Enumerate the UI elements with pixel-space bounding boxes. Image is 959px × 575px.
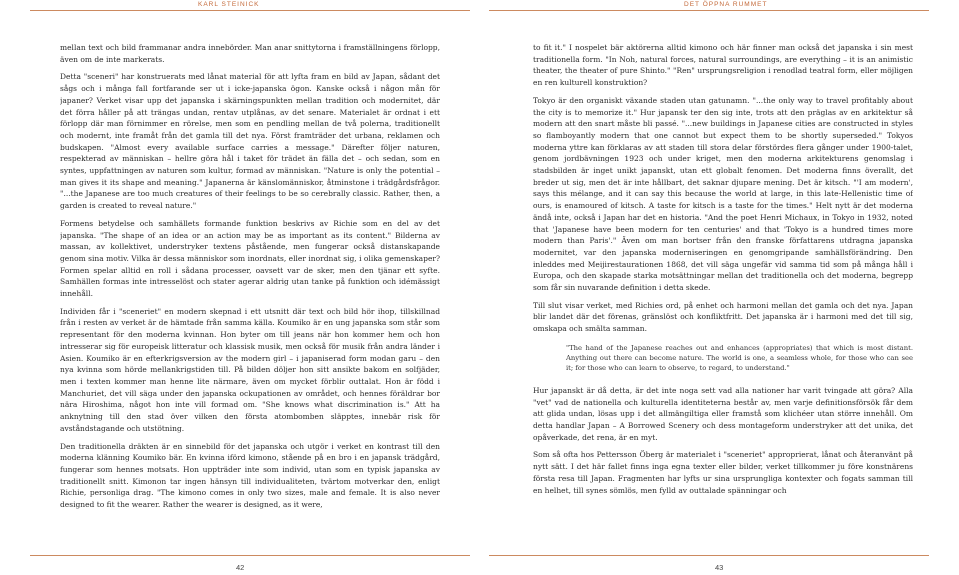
running-header [0, 0, 959, 9]
paragraph: Individen får i "sceneriet" en modern skepnad i ett utsnitt där text och bild hör ihop, tillskillnad från i resten av verket är de hämtade från samma källa. Koumiko är en ung japanska som står som representant för den moderna kvinnan. Hon byter om till jeans när hon kommer hem och hon intresserar sig för europeisk litteratur och klassisk musik, men också för musik från andra länder i Asien. Koumiko är en efterkrigsversion av the modern girl – i japaniserad form modan garu – den nya kvinna som hörde mellankrigstiden till. På bilden döljer hon sitt ansikte bakom en solfjäder, men i texten kommer man henne lite närmare, även om mycket förblir outtalat. Hon är född i Manchuriet, det vill säga under den japanska ockupationen av området, och hennes föräldrar bor nära Hiroshima, något hon inte vill formad om. "She knows what discrimination is." Att ha anknytning till den stad över vilken den första atombomben släpptes, innebär risk för avståndstagande och utstötning. [60, 306, 440, 433]
paragraph: Hur japanskt är då detta, är det inte noga sett vad alla nationer har varit tvingade att göra? Alla "vet" vad de nationella och kulturella identiteterna består av, men varje definitionsförsök får dem att glida undan, lösas upp i det allmängiltiga eller framstå som klichéer utan större innehåll. Om detta handlar Japan – A Borrowed Scenery och dess montageform understryker att det unika, det opåverkade, det rena, är en myt. [533, 385, 913, 442]
block-quote: "The hand of the Japanese reaches out and enhances (appropriates) that which is most distant. Anything out there can become nature. The world is one, a seamless whole, for those who can see it; for those who can learn to observe, to regard, to understand." [566, 343, 913, 372]
page-number-left: 42 [236, 563, 245, 572]
paragraph: mellan text och bild frammanar andra innebörder. Man anar snittytorna i framställningens förlopp, även om de inte markerats. [60, 43, 440, 64]
header-author: KARL STEINICK [198, 1, 260, 8]
paragraph: Detta "sceneri" har konstruerats med lånat material för att lyfta fram en bild av Japan, sådant det sågs och i många fall fortfarande ser ut i icke-japanska ögon. Kanske också i någon mån för japaner? Verket visar upp det japanska i skärningspunkten mellan tradition och modernitet, där det förra håller på att trängas undan, rentav utplånas, av det senare. Materialet är ordnat i ett förlopp där man förnimmer en rörelse, men som en pendling mellan de två polerna, traditionellt och modernt, inte framåt från det gamla till det nya. Först framträder det urbana, reklamen och budskapen. "Almost every available surface carries a message." Därefter följer naturen, respekterad av människan – hellre göra hål i taket för trädet än fälla det – och sedan, som en syntes, uppfattningen av naturen som kultur, formad av människan. "Nature is only the potential – man gives it its shape and meaning." Japanerna är känslomänniskor, åtminstone i trädgårdsfrågor. "...the Japanese are too much creatures of their feelings to be so cerebrally classic. Rather, then, a garden is created to reveal nature." [60, 72, 440, 211]
page-number-right: 43 [715, 563, 724, 572]
footer-rule-left [30, 555, 470, 556]
header-rule-left [30, 10, 470, 11]
paragraph: to fit it." I nospelet bär aktörerna alltid kimono och här finner man också det japanska i sin mest traditionella form. "In Noh, natural forces, natural surroundings, are everything – it is an animistic theater, the theater of pure Shinto." "Ren" ursprungsreligion i renodlad teatral form, eller möjligen en ren kulturell konstruktion? [533, 43, 913, 88]
paragraph: Till slut visar verket, med Richies ord, på enhet och harmoni mellan det gamla och det nya. Japan blir landet där det förenas, gränslöst och konfliktfritt. Det japanska är i harmoni med det till sig, omskapa och smälta samman. [533, 300, 913, 334]
header-title: DET ÖPPNA RUMMET [684, 1, 768, 8]
paragraph: Den traditionella dräkten är en sinnebild för det japanska och utgör i verket en kontrast till den moderna klänning Koumiko bär. En kvinna iförd kimono, stående på en bro i en japansk trädgård, fungerar som hennes motsats. Hon uppträder inte som individ, utan som en typisk japanska av traditionellt snitt. Kimonon tar ingen hänsyn till individualiteten, tvärtom motverkar den, enligt Richie, personliga drag. "The kimono comes in only two sizes, male and female. It is also never designed to fit the wearer. Rather the wearer is designed, as it were, [60, 441, 440, 510]
header-rule-right [489, 10, 929, 11]
paragraph: Som så ofta hos Pettersson Öberg är materialet i "sceneriet" approprierat, lånat och återanvänt på nytt sätt. I det här fallet finns inga egna texter eller bilder, verket tillkommer ju före konstnärens första resa till Japan. Fragmenten har lyfts ur sina ursprungliga kontexter och fogats samman till en helhet, till synes sömlös, men fylld av outtalade spänningar och [533, 450, 913, 495]
paragraph: Formens betydelse och samhällets formande funktion beskrivs av Richie som en del av det japanska. "The shape of an idea or an action may be as important as its content." Bilderna av massan, av kollektivet, understryker textens påstående, men fungerar också distanskapande genom sina motiv. Vilka är dessa människor som inordnats, eller inordnat sig, i olika gemenskaper? Formen spelar alltid en roll i sådana processer, oavsett var de sker, men den tjänar ett syfte. Samhällen formas inte intresselöst och stater agerar aldrig utan tanke på funktion och idémässigt innehåll. [60, 218, 440, 299]
right-page-column [533, 42, 913, 542]
left-page-column [60, 42, 440, 542]
footer-rule-right [489, 555, 929, 556]
paragraph: Tokyo är den organiskt växande staden utan gatunamn. "...the only way to travel profitably about the city is to memorize it." Hur japansk ter den sig inte, trots att den präglas av en arkitektur så modern att den snart måste bli passé. "...new buildings in Japanese cities are constructed in styles so flamboyantly modern that one cannot but expect them to be shortly superseded." Tokyos moderna yttre kan förklaras av att staden till stora delar förstördes flera gånger under 1900-talet, genom jordbävningen 1923 och under kriget, men den moderna arkitekturens genomslag i stadsbilden är inget unikt japanskt, utan ett globalt fenomen. Det moderna finns överallt, det breder ut sig, men det är inte hållbart, det saknar djupare mening. Det är kitsch. "'I am modern', says this mélange, and it can say this because the world at large, in this late-Hellenistic time of ours, is enamoured of kitsch. A taste for kitsch is a taste for the times." Helt nytt är det moderna ändå inte, också i Japan har det en historia. "And the poet Henri Michaux, in Tokyo in 1932, noted that 'Japanese have been modern for ten centuries' and that 'Tokyo is a hundred times more modern than Paris'." Även om man bortser från den franske författarens utdragna japanska modernitet, var den japanska moderniseringen en genomgripande samhällsförändring. Den inleddes med Meijirestaurationen 1868, det vill säga ungefär vid samma tid som på många håll i Europa, och den skapade starka motsättningar mellan det traditionella och det moderna, begrepp som får sin nuvarande definition i detta skede. [533, 95, 913, 293]
